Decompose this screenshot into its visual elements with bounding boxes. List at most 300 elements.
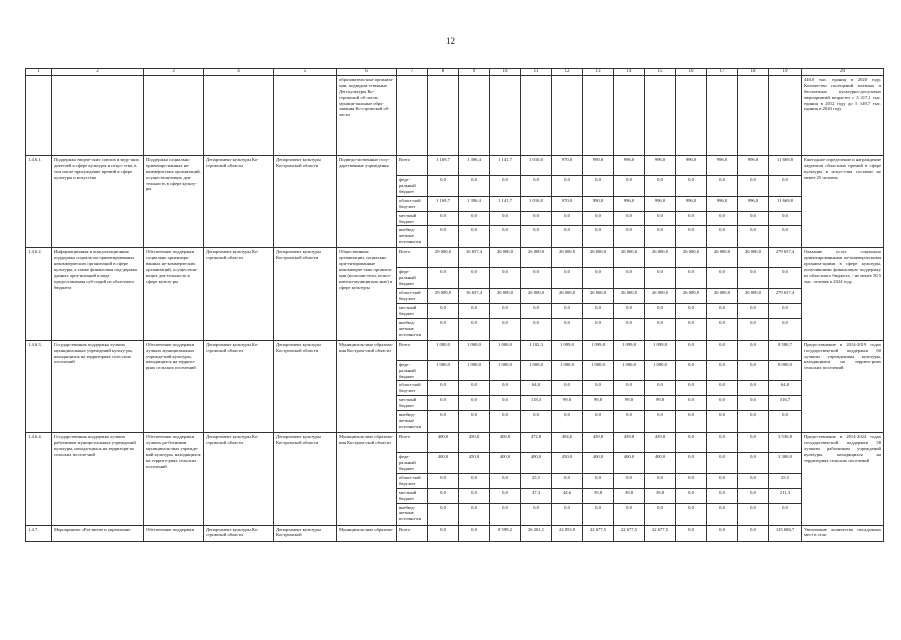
customer-cell: Департамент культуры Ко-стромской области: [204, 156, 274, 248]
value-cell: 996,0: [738, 156, 769, 176]
value-cell: 0,0: [583, 211, 614, 226]
financing-table: [25, 68, 884, 542]
value-cell: 0,0: [676, 360, 707, 381]
value-cell: 0,0: [738, 396, 769, 411]
value-cell: 0,0: [490, 396, 521, 411]
value-cell: 25,5: [521, 473, 552, 488]
value-cell: 26 000,0: [490, 289, 521, 304]
value-cell: 0,0: [645, 473, 676, 488]
value-cell: 0,0: [428, 411, 459, 433]
value-cell: 400,0: [490, 453, 521, 474]
value-cell: 0,0: [583, 411, 614, 433]
column-number: 9: [459, 69, 490, 76]
column-number: 18: [738, 69, 769, 76]
column-number: 3: [144, 69, 204, 76]
empty-cell: [26, 76, 52, 156]
value-cell: 125 686,7: [769, 525, 802, 541]
value-cell: 0,0: [738, 318, 769, 340]
value-cell: 29 000,0: [428, 248, 459, 268]
value-cell: 400,0: [614, 453, 645, 474]
value-cell: 0,0: [521, 318, 552, 340]
value-cell: 118,3: [521, 396, 552, 411]
value-cell: 0,0: [676, 503, 707, 525]
value-cell: 0,0: [769, 211, 802, 226]
value-cell: 0,0: [676, 340, 707, 360]
value-cell: 439,8: [583, 433, 614, 453]
value-cell: 1 000,0: [428, 360, 459, 381]
value-cell: 26 000,0: [521, 289, 552, 304]
value-cell: 0,0: [614, 503, 645, 525]
value-cell: 0,0: [490, 211, 521, 226]
value-cell: 1 396,4: [459, 156, 490, 176]
value-cell: 0,0: [738, 381, 769, 396]
value-cell: 0,0: [738, 488, 769, 503]
value-cell: 400,0: [428, 453, 459, 474]
column-number: 7: [397, 69, 428, 76]
value-cell: 0,0: [676, 411, 707, 433]
value-cell: 11 669,8: [769, 196, 802, 211]
table-row: [26, 340, 884, 360]
value-cell: 0,0: [707, 340, 738, 360]
goal-cell: Обеспечение поддержки социально ориентиро-ванных не-коммерческих организаций, осуществля-ющих дея-тельность в сфере культу-ры: [144, 248, 204, 340]
value-cell: 996,0: [676, 156, 707, 176]
activity-name-cell: Поддержка творче-ских союзов и веду-щих деятелей в сфере культуры и искус-ства, в том числе присуждение премий в сфере культуры и искусства: [52, 156, 144, 248]
goal-cell: Обеспечение поддержки: [144, 525, 204, 541]
value-cell: 996,0: [676, 196, 707, 211]
result-cell: Ежегодное определение и награждение лауреатов областных премий в сфере культуры и искус-ства составит не менее 25 человек: [802, 156, 884, 248]
value-cell: 0,0: [428, 226, 459, 248]
funding-source-cell: Всего: [397, 248, 428, 268]
value-cell: 0,0: [583, 268, 614, 289]
value-cell: 29 000,0: [428, 289, 459, 304]
value-cell: 990,0: [583, 156, 614, 176]
value-cell: 26 000,0: [521, 248, 552, 268]
value-cell: 996,0: [645, 196, 676, 211]
value-cell: 0,0: [614, 473, 645, 488]
value-cell: 996,0: [707, 196, 738, 211]
value-cell: 0,0: [676, 304, 707, 319]
value-cell: 0,0: [459, 411, 490, 433]
value-cell: 0,0: [552, 411, 583, 433]
value-cell: 1 099,8: [614, 340, 645, 360]
recipients-cell: Муниципаль-ные образова-: [337, 525, 397, 541]
value-cell: 0,0: [769, 411, 802, 433]
column-number: 10: [490, 69, 521, 76]
funding-source-cell: Всего: [397, 156, 428, 176]
column-number: 12: [552, 69, 583, 76]
value-cell: 1 099,8: [645, 340, 676, 360]
funding-source-cell: местный бюджет: [397, 304, 428, 319]
value-cell: 0,0: [552, 176, 583, 197]
value-cell: 0,0: [490, 381, 521, 396]
value-cell: 0,0: [676, 381, 707, 396]
value-cell: 0,0: [490, 318, 521, 340]
executor-cell: Департамент культуры Костромской: [274, 525, 337, 541]
value-cell: 0,0: [459, 525, 490, 541]
table-row: [26, 248, 884, 268]
empty-cell: [52, 76, 144, 156]
value-cell: 0,0: [428, 381, 459, 396]
value-cell: 211,3: [769, 488, 802, 503]
value-cell: 439,8: [645, 433, 676, 453]
empty-cell: [552, 76, 583, 156]
activity-name-cell: Информационная и консультационная поддержка социаль-но ориентированных некоммерческих организаций в сфере культуры, а также финансовая под-держка данных орга-низаций в виде предоставления суб-сидий из областного бюджета: [52, 248, 144, 340]
value-cell: 0,0: [614, 381, 645, 396]
value-cell: 0,0: [707, 411, 738, 433]
value-cell: 0,0: [738, 411, 769, 433]
value-cell: 0,0: [490, 176, 521, 197]
value-cell: 0,0: [459, 396, 490, 411]
value-cell: 0,0: [707, 211, 738, 226]
value-cell: 26 000,0: [738, 289, 769, 304]
value-cell: 0,0: [552, 268, 583, 289]
value-cell: 0,0: [645, 503, 676, 525]
value-cell: 1 141,7: [490, 156, 521, 176]
value-cell: 0,0: [738, 268, 769, 289]
goal-cell: Обеспечение поддержки лучших ра-ботников муниципаль-ных учрежде-ний культуры, находящихся на террито-риях сельских поселений: [144, 433, 204, 525]
value-cell: 0,0: [583, 304, 614, 319]
value-cell: 26 000,0: [614, 248, 645, 268]
value-cell: 0,0: [583, 381, 614, 396]
value-cell: 1 099,8: [583, 340, 614, 360]
value-cell: 0,0: [645, 176, 676, 197]
value-cell: 11 669,8: [769, 156, 802, 176]
value-cell: 26 201,1: [521, 525, 552, 541]
value-cell: 1 000,0: [552, 360, 583, 381]
value-cell: 0,0: [738, 226, 769, 248]
result-cell: Оказание услуг социально ориентированными не-коммерческими организа-циями в сфере культуры, получившими финансовую поддержку из областного бюджета, - не менее 50,5 тыс. человек к 2024 году: [802, 248, 884, 340]
value-cell: 0,0: [645, 226, 676, 248]
value-cell: 0,0: [769, 318, 802, 340]
value-cell: 0,0: [459, 381, 490, 396]
value-cell: 0,0: [676, 226, 707, 248]
row-id-cell: 1.4.6.2.: [26, 248, 52, 340]
value-cell: 279 657,4: [769, 289, 802, 304]
value-cell: 0,0: [428, 473, 459, 488]
column-number: 13: [583, 69, 614, 76]
row-id-cell: 1.4.6.3.: [26, 340, 52, 432]
funding-source-cell: феде-ральный бюджет: [397, 360, 428, 381]
empty-cell: [490, 76, 521, 156]
value-cell: 0,0: [428, 211, 459, 226]
value-cell: 0,0: [552, 304, 583, 319]
value-cell: 99,0: [552, 396, 583, 411]
value-cell: 400,0: [583, 453, 614, 474]
funding-source-cell: област-ной бюд-жет: [397, 196, 428, 211]
executor-cell: Департамент культуры Костромской области: [274, 248, 337, 340]
value-cell: 0,0: [521, 176, 552, 197]
value-cell: 0,0: [428, 318, 459, 340]
value-cell: 1 182,3: [521, 340, 552, 360]
empty-cell: [769, 76, 802, 156]
empty-cell: [274, 76, 337, 156]
funding-source-cell: местный бюджет: [397, 488, 428, 503]
value-cell: 996,0: [614, 196, 645, 211]
value-cell: 400,0: [521, 453, 552, 474]
value-cell: 22 677,5: [583, 525, 614, 541]
value-cell: 1 000,0: [490, 340, 521, 360]
value-cell: 26 000,0: [583, 289, 614, 304]
result-cell: 440,0 тыс. единиц в 2020 году. Количество посещений платных и бесплатных культурно-досуговых мероприятий возрастет с 3 217,1 тыс. единиц в 2012 году до 5 149,7 тыс. единиц в 2020 году: [802, 76, 884, 156]
executor-cell: Департамент культуры Костромской области: [274, 340, 337, 432]
value-cell: 0,0: [459, 211, 490, 226]
value-cell: 0,0: [769, 304, 802, 319]
column-number: 19: [769, 69, 802, 76]
value-cell: 0,0: [583, 226, 614, 248]
recipients-cell: Общественные организации, социально ори-ентированные некоммерче-ские организа-ции (исполни-тели, испол-нители-муниципаль-ные) в сфере культуры: [337, 248, 397, 340]
customer-cell: Департамент культуры Ко-стромской области: [204, 248, 274, 340]
funding-source-cell: внебюд-жетные источни-ки: [397, 226, 428, 248]
value-cell: 0,0: [707, 525, 738, 541]
value-cell: 26 000,0: [707, 289, 738, 304]
funding-source-cell: феде-ральный бюджет: [397, 453, 428, 474]
table-row: [26, 433, 884, 453]
value-cell: 0,0: [738, 433, 769, 453]
value-cell: 39,8: [645, 488, 676, 503]
value-cell: 400,0: [428, 433, 459, 453]
value-cell: 0,0: [614, 226, 645, 248]
value-cell: 1 169,7: [428, 196, 459, 211]
value-cell: 0,0: [521, 226, 552, 248]
column-number: 16: [676, 69, 707, 76]
value-cell: 0,0: [459, 226, 490, 248]
value-cell: 0,0: [707, 360, 738, 381]
value-cell: 0,0: [645, 318, 676, 340]
value-cell: 0,0: [614, 176, 645, 197]
value-cell: 0,0: [707, 488, 738, 503]
funding-source-cell: местный бюджет: [397, 211, 428, 226]
value-cell: 99,8: [583, 396, 614, 411]
value-cell: 99,8: [645, 396, 676, 411]
value-cell: 0,0: [521, 411, 552, 433]
value-cell: 0,0: [707, 381, 738, 396]
value-cell: 99,8: [614, 396, 645, 411]
value-cell: 0,0: [769, 503, 802, 525]
value-cell: 0,0: [490, 473, 521, 488]
value-cell: 0,0: [645, 211, 676, 226]
value-cell: 1 000,0: [459, 340, 490, 360]
value-cell: 0,0: [707, 268, 738, 289]
value-cell: 1 099,0: [552, 340, 583, 360]
value-cell: 0,0: [645, 381, 676, 396]
empty-cell: [707, 76, 738, 156]
value-cell: 16 657,4: [459, 248, 490, 268]
value-cell: 0,0: [676, 268, 707, 289]
column-number: 14: [614, 69, 645, 76]
value-cell: 44,6: [552, 488, 583, 503]
value-cell: 39,8: [614, 488, 645, 503]
funding-source-cell: Всего: [397, 340, 428, 360]
funding-source-cell: област-ной бюд-жет: [397, 473, 428, 488]
value-cell: 0,0: [521, 304, 552, 319]
column-number: 15: [645, 69, 676, 76]
value-cell: 0,0: [459, 503, 490, 525]
value-cell: 1 000,0: [490, 360, 521, 381]
column-number: 6: [337, 69, 397, 76]
value-cell: 996,0: [645, 156, 676, 176]
value-cell: 0,0: [676, 211, 707, 226]
goal-cell: Обеспечение поддержки лучших муниципальных учрежде-ний культуры, находящихся на террито-риях сельских поселений: [144, 340, 204, 432]
recipients-cell: Подведо-мственные госу-дарственные учреждения: [337, 156, 397, 248]
executor-cell: Департамент культуры Костромской области: [274, 433, 337, 525]
customer-cell: Департамент культуры Ко-стромской области: [204, 525, 274, 541]
value-cell: 0,0: [676, 488, 707, 503]
value-cell: 450,0: [552, 453, 583, 474]
empty-cell: [645, 76, 676, 156]
value-cell: 0,0: [490, 411, 521, 433]
value-cell: 8 599,2: [490, 525, 521, 541]
value-cell: 1 000,0: [459, 360, 490, 381]
value-cell: 0,0: [676, 473, 707, 488]
funding-source-cell: област-ной бюд-жет: [397, 289, 428, 304]
value-cell: 1 000,0: [645, 360, 676, 381]
recipients-cell: Муниципаль-ные образова-ния Костром-ской области: [337, 433, 397, 525]
value-cell: 0,0: [645, 268, 676, 289]
column-number: 8: [428, 69, 459, 76]
value-cell: 0,0: [490, 488, 521, 503]
value-cell: 0,0: [707, 176, 738, 197]
value-cell: 1 396,4: [459, 196, 490, 211]
value-cell: 450,0: [459, 433, 490, 453]
value-cell: 0,0: [428, 503, 459, 525]
value-cell: 0,0: [459, 268, 490, 289]
value-cell: 0,0: [645, 304, 676, 319]
value-cell: 0,0: [769, 226, 802, 248]
value-cell: 516,7: [769, 396, 802, 411]
recipients-cell: образователь-ные организа-ции, подведом-ственные Деп-культуры Ко-стромской об-ласти, муници-пальные обра-зования Ко-стромской об-ласти: [337, 76, 397, 156]
value-cell: 26 000,0: [614, 289, 645, 304]
column-number: 1: [26, 69, 52, 76]
activity-name-cell: Государственная поддержка лучших муниципальных учреждений культу-ры, находящихся на территориях сель-ских поселений: [52, 340, 144, 432]
value-cell: 0,0: [738, 304, 769, 319]
value-cell: 0,0: [707, 473, 738, 488]
value-cell: 1 016,0: [521, 196, 552, 211]
value-cell: 22 677,5: [645, 525, 676, 541]
funding-source-cell: област-ной бюд-жет: [397, 381, 428, 396]
value-cell: 970,0: [552, 196, 583, 211]
value-cell: 0,0: [707, 453, 738, 474]
value-cell: 64,0: [521, 381, 552, 396]
funding-source-cell: Всего: [397, 525, 428, 541]
value-cell: 0,0: [459, 176, 490, 197]
value-cell: 0,0: [490, 268, 521, 289]
activity-name-cell: Мероприятие «Раз-витие и укрепление: [52, 525, 144, 541]
empty-cell: [521, 76, 552, 156]
value-cell: 0,0: [614, 318, 645, 340]
value-cell: 1 000,0: [614, 360, 645, 381]
value-cell: 0,0: [428, 304, 459, 319]
value-cell: 439,8: [614, 433, 645, 453]
empty-cell: [738, 76, 769, 156]
table-row: [26, 156, 884, 176]
activity-name-cell: Государственная поддержка лучших работников муници-пальных учреждений культуры, находя-щихся на территори-ях сельских поселе-ний: [52, 433, 144, 525]
value-cell: 26 000,0: [645, 289, 676, 304]
value-cell: 0,0: [738, 360, 769, 381]
value-cell: 0,0: [459, 318, 490, 340]
value-cell: 0,0: [521, 211, 552, 226]
value-cell: 0,0: [707, 503, 738, 525]
empty-cell: [583, 76, 614, 156]
value-cell: 22 677,5: [614, 525, 645, 541]
value-cell: 0,0: [707, 396, 738, 411]
value-cell: 0,0: [676, 318, 707, 340]
funding-source-cell: внебюд-жетные источни-ки: [397, 503, 428, 525]
value-cell: 26 000,0: [583, 248, 614, 268]
value-cell: 0,0: [738, 525, 769, 541]
value-cell: 64,0: [769, 381, 802, 396]
value-cell: 0,0: [583, 318, 614, 340]
value-cell: 0,0: [676, 525, 707, 541]
value-cell: 1 016,0: [521, 156, 552, 176]
funding-source-cell: местный бюджет: [397, 396, 428, 411]
value-cell: 0,0: [738, 503, 769, 525]
value-cell: 0,0: [645, 411, 676, 433]
value-cell: 0,0: [707, 226, 738, 248]
value-cell: 0,0: [676, 396, 707, 411]
value-cell: 8 000,0: [769, 360, 802, 381]
value-cell: 1 169,7: [428, 156, 459, 176]
value-cell: 0,0: [707, 304, 738, 319]
funding-source-cell: феде-ральный бюджет: [397, 268, 428, 289]
value-cell: 26 000,0: [490, 248, 521, 268]
column-number: 5: [274, 69, 337, 76]
page-number: 12: [446, 36, 455, 46]
value-cell: 0,0: [707, 433, 738, 453]
row-id-cell: 1.4.6.4.: [26, 433, 52, 525]
result-cell: Предоставление в 2014-2019 годах государствен-ной поддержки 60 лучшим учреждениям культуры, находящимся на террито-риях сельских поселений: [802, 340, 884, 432]
value-cell: 0,0: [707, 318, 738, 340]
table-row: [26, 525, 884, 541]
value-cell: 996,0: [738, 196, 769, 211]
value-cell: 0,0: [490, 304, 521, 319]
value-cell: 996,0: [614, 156, 645, 176]
funding-source-cell: Всего: [397, 433, 428, 453]
result-cell: Предоставление в 2014-2024 годах государствен-ной поддержки 58 лучшим работникам учреждений культуры, находящихся на территориях сельских поселений: [802, 433, 884, 525]
value-cell: 0,0: [428, 525, 459, 541]
value-cell: 0,0: [614, 211, 645, 226]
value-cell: 0,0: [459, 473, 490, 488]
value-cell: 0,0: [552, 318, 583, 340]
value-cell: 450,0: [459, 453, 490, 474]
customer-cell: Департамент культуры Ко-стромской области: [204, 433, 274, 525]
value-cell: 39,8: [583, 488, 614, 503]
value-cell: 0,0: [676, 176, 707, 197]
column-number: 17: [707, 69, 738, 76]
value-cell: 0,0: [583, 473, 614, 488]
value-cell: 990,0: [583, 196, 614, 211]
value-cell: 0,0: [552, 226, 583, 248]
value-cell: 0,0: [521, 503, 552, 525]
empty-cell: [614, 76, 645, 156]
customer-cell: Департамент культуры Ко-стромской области: [204, 340, 274, 432]
value-cell: 0,0: [614, 304, 645, 319]
value-cell: 0,0: [490, 226, 521, 248]
value-cell: 0,0: [428, 268, 459, 289]
value-cell: 16 657,4: [459, 289, 490, 304]
column-number: 4: [204, 69, 274, 76]
value-cell: 26 000,0: [552, 289, 583, 304]
value-cell: 3 300,0: [769, 453, 802, 474]
goal-cell: Поддержка социально ориентиро-ванных не-коммерческих организаций, осуществля-ющих дея-тельность в сфере культу-ры: [144, 156, 204, 248]
value-cell: 0,0: [552, 503, 583, 525]
value-cell: 400,0: [645, 453, 676, 474]
value-cell: 400,0: [490, 433, 521, 453]
column-number-row: [26, 69, 884, 76]
value-cell: 1 000,0: [583, 360, 614, 381]
value-cell: 3 536,8: [769, 433, 802, 453]
value-cell: 0,0: [583, 503, 614, 525]
value-cell: 0,0: [428, 176, 459, 197]
